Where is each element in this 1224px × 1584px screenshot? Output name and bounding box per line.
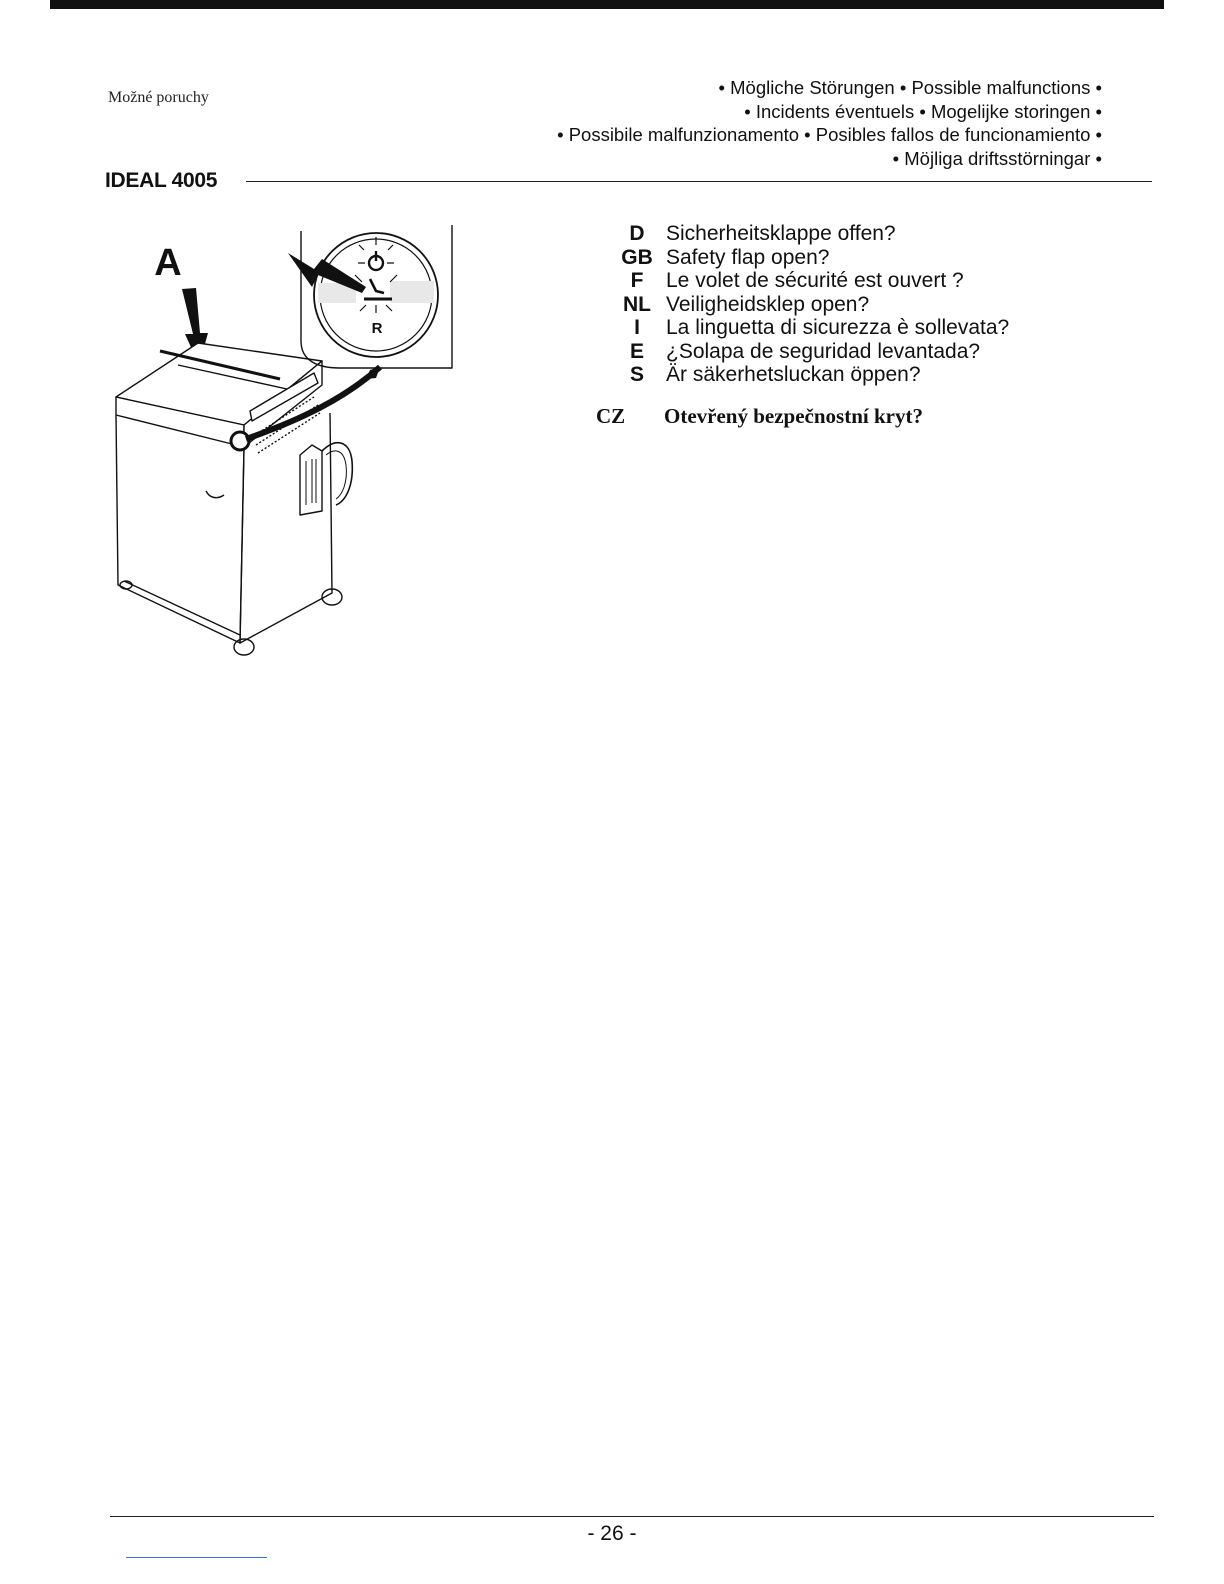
top-border-bar [50, 0, 1164, 9]
message-text: Sicherheitsklappe offen? [666, 222, 896, 245]
message-row [612, 340, 1009, 364]
messages-table [612, 222, 1009, 387]
shredder-illustration [100, 215, 480, 665]
language-code: I [634, 316, 640, 339]
header-line: • Möjliga driftsstörningar • [892, 147, 1102, 169]
message-row [612, 246, 1009, 270]
oil-bottle-icon [300, 443, 352, 515]
control-button-icon [231, 432, 249, 450]
language-code: GB [621, 245, 653, 269]
language-code: F [630, 269, 644, 292]
header-line: • Possibile malfunzionamento • Posibles fallos de funcionamiento • [557, 124, 1102, 145]
bottom-blue-line [126, 1557, 267, 1558]
message-text: Veiligheidsklep open? [666, 292, 870, 316]
header-divider [246, 181, 1152, 182]
message-row [612, 269, 1009, 293]
message-row [612, 363, 1009, 387]
language-code: S [629, 363, 644, 386]
model-title: IDEAL 4005 [105, 169, 218, 192]
message-text: Le volet de sécurité est ouvert ? [666, 269, 964, 292]
czech-message-text: Otevřený bezpečnostní kryt? [664, 404, 923, 428]
message-text: Är säkerhetsluckan öppen? [666, 363, 921, 386]
message-text: ¿Solapa de seguridad levantada? [666, 339, 981, 363]
header-line: • Incidents éventuels • Mogelijke storingen • [744, 100, 1102, 122]
section-title-czech: Možné poruchy [108, 89, 209, 106]
footer-divider [110, 1516, 1154, 1517]
message-row [612, 316, 1009, 340]
language-code: NL [623, 292, 651, 316]
control-panel-detail [301, 225, 452, 368]
czech-message [596, 404, 923, 429]
multilingual-header [557, 76, 1102, 170]
callout-label-a: A [154, 242, 182, 284]
language-code-cz: CZ [596, 404, 626, 428]
message-text: La linguetta di sicurezza è sollevata? [666, 316, 1010, 339]
reset-label: R [371, 320, 383, 337]
header-line: • Mögliche Störungen • Possible malfunctions • [718, 77, 1102, 98]
message-row [612, 293, 1009, 317]
page-number: - 26 - [587, 1522, 637, 1545]
language-code: E [629, 339, 644, 363]
message-text: Safety flap open? [666, 245, 830, 269]
language-code: D [629, 222, 645, 245]
message-row [612, 222, 1009, 246]
